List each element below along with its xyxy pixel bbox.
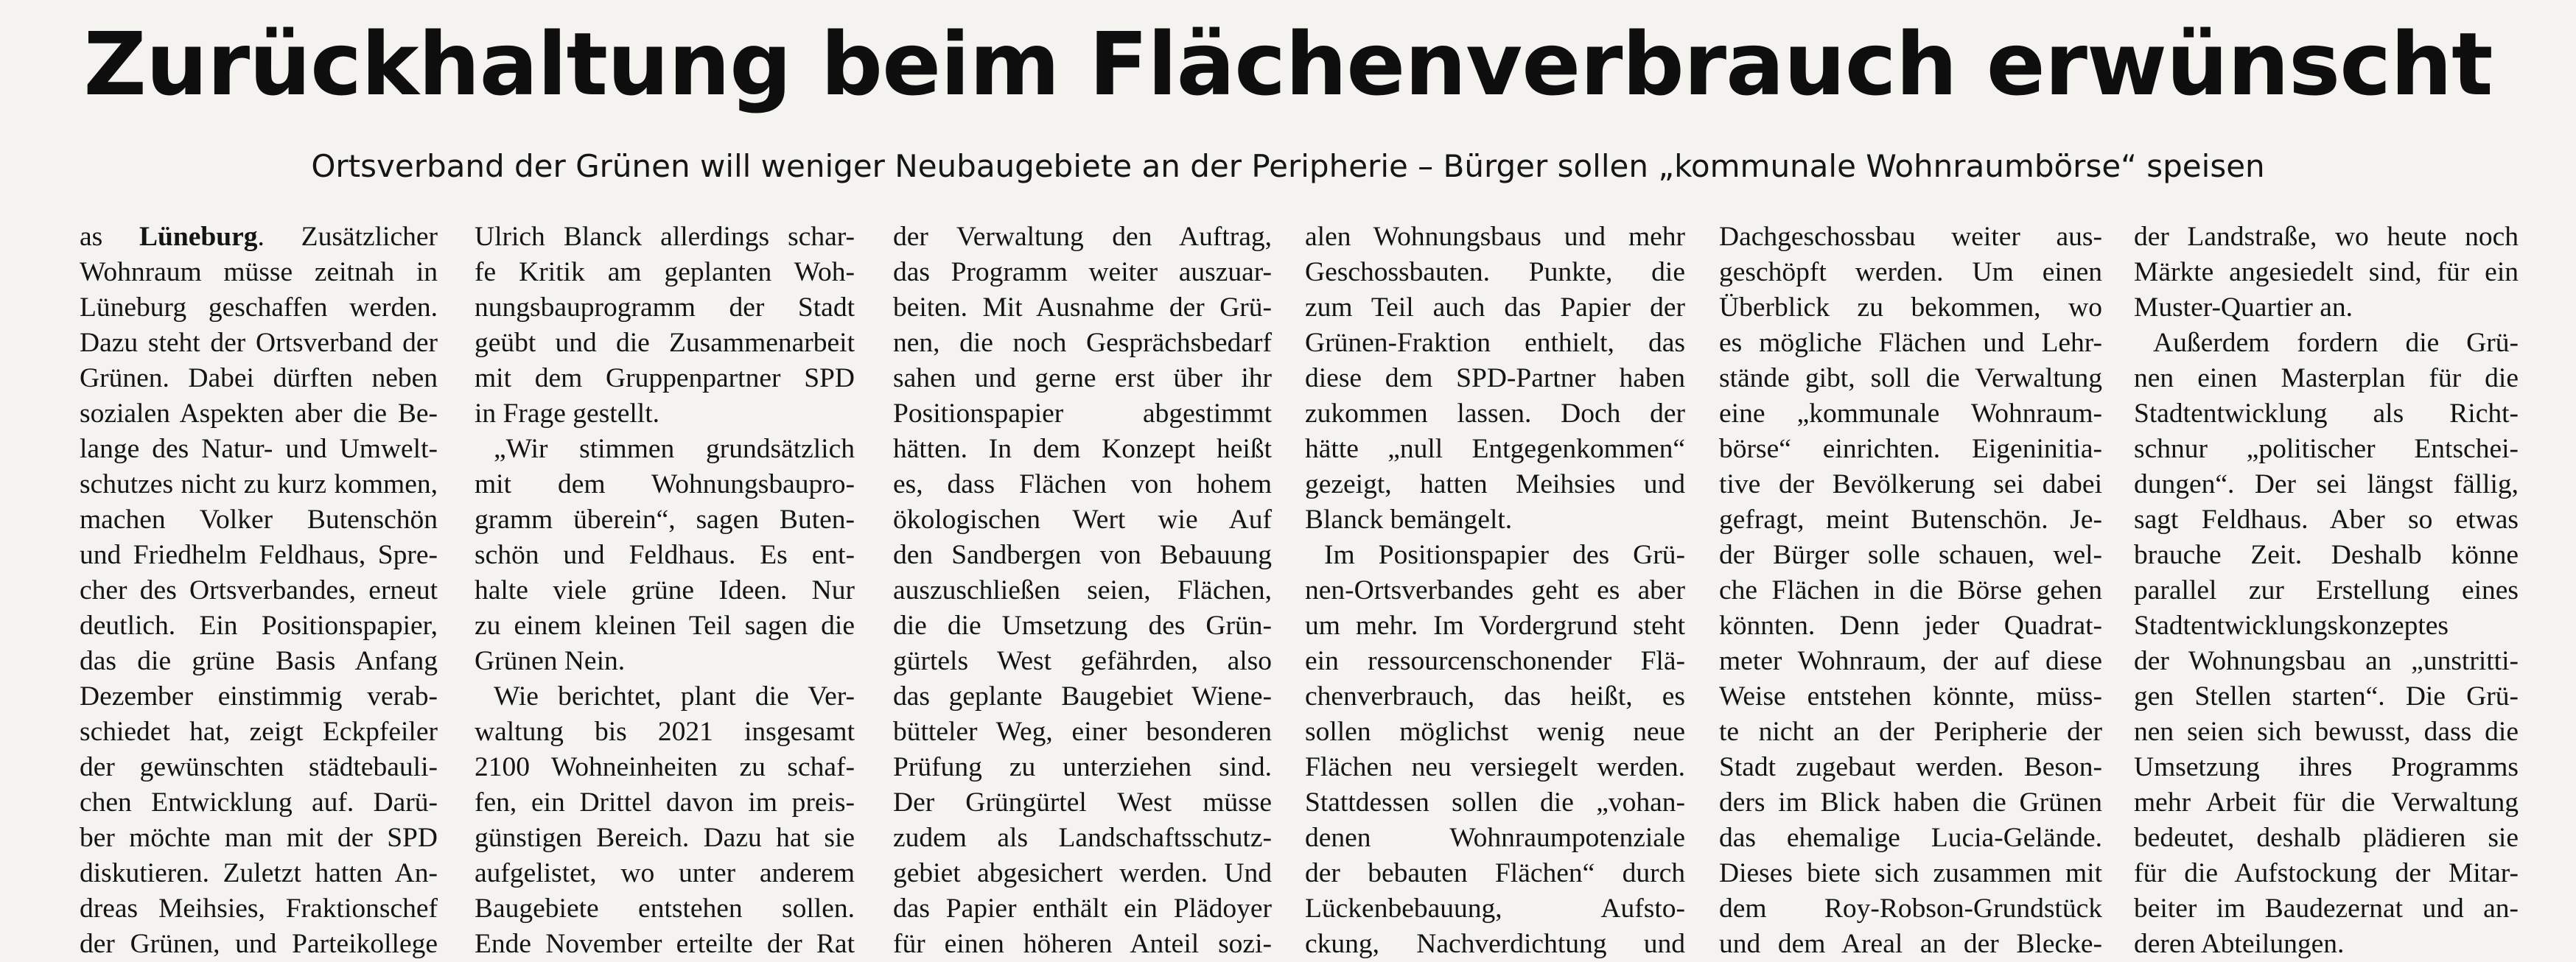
text-line: und Friedhelm Feldhaus, Spre- <box>80 540 438 570</box>
article-column-3 <box>893 220 1272 962</box>
text-line: eine „kommunale Wohnraum- <box>1719 399 2102 429</box>
text-line: deutlich. Ein Positionspapier, <box>80 611 438 641</box>
text-line: mehr Arbeit für die Verwaltung <box>2134 787 2519 818</box>
text-line: gezeigt, hatten Meihsies und <box>1305 469 1685 499</box>
text-line: das die grüne Basis Anfang <box>80 646 438 676</box>
text-line: der Wohnungsbau an „unstritti- <box>2134 646 2519 676</box>
text-line: Lückenbebauung, Aufsto- <box>1305 893 1685 924</box>
text-line: waltung bis 2021 insgesamt <box>475 717 855 747</box>
text-line: as Lüneburg. Zusätzlicher <box>80 222 438 252</box>
text-line: der Landstraße, wo heute noch <box>2134 222 2519 252</box>
text-line: Wohnraum müsse zeitnah in <box>80 257 438 287</box>
text-line: 2100 Wohneinheiten zu schaf- <box>475 752 855 782</box>
text-line: Überblick zu bekommen, wo <box>1719 292 2102 323</box>
article-column-1 <box>80 220 438 962</box>
text-line: Dachgeschossbau weiter aus- <box>1719 222 2102 252</box>
text-line: „Wir stimmen grundsätzlich <box>494 434 855 464</box>
text-line: chenverbrauch, das heißt, es <box>1305 681 1685 712</box>
text-line: dungen“. Der sei längst fällig, <box>2134 469 2519 499</box>
text-line: schön und Feldhaus. Es ent- <box>475 540 855 570</box>
text-line: sagt Feldhaus. Aber so etwas <box>2134 505 2519 535</box>
text-line: Ende November erteilte der Rat <box>475 929 855 959</box>
text-line: zu einem kleinen Teil sagen die <box>475 611 855 641</box>
text-line: Stadt zugebaut werden. Beson- <box>1719 752 2102 782</box>
text-line: nen seien sich bewusst, dass die <box>2134 717 2519 747</box>
text-line: Positionspapier abgestimmt <box>893 399 1272 429</box>
dateline-location: Lüneburg <box>139 222 258 252</box>
text-line: Flächen neu versiegelt werden. <box>1305 752 1685 782</box>
text-line: gramm überein“, sagen Buten- <box>475 505 855 535</box>
text-line: aufgelistet, wo unter anderem <box>475 858 855 888</box>
text-line: die die Umsetzung des Grün- <box>893 611 1272 641</box>
text-line: gefragt, meint Butenschön. Je- <box>1719 505 2102 535</box>
text-line: sollen möglichst wenig neue <box>1305 717 1685 747</box>
text-line: Lüneburg geschaffen werden. <box>80 292 438 323</box>
text-line: geschöpft werden. Um einen <box>1719 257 2102 287</box>
text-line: Stadtentwicklungskonzeptes <box>2134 611 2449 641</box>
text-line: cher des Ortsverbandes, erneut <box>80 575 438 605</box>
text-line: es, dass Flächen von hohem <box>893 469 1272 499</box>
text-line: der Verwaltung den Auftrag, <box>893 222 1272 252</box>
text-line: Umsetzung ihres Programms <box>2134 752 2519 782</box>
article-body <box>0 220 2576 959</box>
text-line: halte viele grüne Ideen. Nur <box>475 575 855 605</box>
text-line: nen-Ortsverbandes geht es aber <box>1305 575 1685 605</box>
text-line: dem Roy-Robson-Grundstück <box>1719 893 2102 924</box>
text-line: ökologischen Wert wie Auf <box>893 505 1272 535</box>
text-line: zudem als Landschaftsschutz- <box>893 823 1272 853</box>
text-line: Stadtentwicklung als Richt- <box>2134 399 2519 429</box>
text-line: den Sandbergen von Bebauung <box>893 540 1272 570</box>
text-line: könnten. Denn jeder Quadrat- <box>1719 611 2102 641</box>
text-line: Grünen Nein. <box>475 646 626 676</box>
text-line: brauche Zeit. Deshalb könne <box>2134 540 2519 570</box>
text-line: hätten. In dem Konzept heißt <box>893 434 1272 464</box>
text-line: mit dem Wohnungsbaupro- <box>475 469 855 499</box>
text-line: und dem Areal an der Blecke- <box>1719 929 2102 959</box>
text-line: nungsbauprogramm der Stadt <box>475 292 855 323</box>
text-line: fe Kritik am geplanten Woh- <box>475 257 855 287</box>
text-line: Prüfung zu unterziehen sind. <box>893 752 1272 782</box>
text-line: Außerdem fordern die Grü- <box>2153 328 2519 358</box>
text-line: börse“ einrichten. Eigeninitia- <box>1719 434 2102 464</box>
text-line: das Papier enthält ein Plädoyer <box>893 893 1272 924</box>
text-line: Weise entstehen könnte, müss- <box>1719 681 2102 712</box>
text-line: gürtels West gefährden, also <box>893 646 1272 676</box>
text-line: Geschossbauten. Punkte, die <box>1305 257 1685 287</box>
text-line: bedeutet, deshalb plädieren sie <box>2134 823 2519 853</box>
text-line: hätte „null Entgegenkommen“ <box>1305 434 1685 464</box>
text-line: Märkte angesiedelt sind, für ein <box>2134 257 2519 287</box>
text-line: Stattdessen sollen die „vohan- <box>1305 787 1685 818</box>
text-line: in Frage gestellt. <box>475 399 659 429</box>
text-line: beiten. Mit Ausnahme der Grü- <box>893 292 1272 323</box>
text-line: parallel zur Erstellung eines <box>2134 575 2519 605</box>
text-line: zukommen lassen. Doch der <box>1305 399 1685 429</box>
text-line: bütteler Weg, einer besonderen <box>893 717 1272 747</box>
text-line: günstigen Bereich. Dazu hat sie <box>475 823 855 853</box>
text-line: auszuschließen seien, Flächen, <box>893 575 1272 605</box>
text-line: che Flächen in die Börse gehen <box>1719 575 2102 605</box>
text-line: gen Stellen starten“. Die Grü- <box>2134 681 2519 712</box>
text-line: denen Wohnraumpotenziale <box>1305 823 1685 853</box>
text-line: Im Positionspapier des Grü- <box>1324 540 1685 570</box>
text-line: lange des Natur- und Umwelt- <box>80 434 438 464</box>
text-line: schutzes nicht zu kurz kommen, <box>80 469 438 499</box>
text-line: meter Wohnraum, der auf diese <box>1719 646 2102 676</box>
text-line: te nicht an der Peripherie der <box>1719 717 2102 747</box>
text-line: machen Volker Butenschön <box>80 505 438 535</box>
text-line: ckung, Nachverdichtung und <box>1305 929 1685 959</box>
text-line: diskutieren. Zuletzt hatten An- <box>80 858 438 888</box>
text-line: Wie berichtet, plant die Ver- <box>494 681 855 712</box>
text-line: das Programm weiter auszuar- <box>893 257 1272 287</box>
text-line: Ulrich Blanck allerdings schar- <box>475 222 855 252</box>
text-line: um mehr. Im Vordergrund steht <box>1305 611 1685 641</box>
text-line: für die Aufstockung der Mitar- <box>2134 858 2519 888</box>
text-line: stände gibt, soll die Verwaltung <box>1719 363 2102 393</box>
text-line: sozialen Aspekten aber die Be- <box>80 399 438 429</box>
text-line: der bebauten Flächen“ durch <box>1305 858 1685 888</box>
text-line: geübt und die Zusammenarbeit <box>475 328 855 358</box>
text-line: schiedet hat, zeigt Eckpfeiler <box>80 717 438 747</box>
text-line: Dezember einstimmig verab- <box>80 681 438 712</box>
text-line: gebiet abgesichert werden. Und <box>893 858 1272 888</box>
text-line: beiter im Baudezernat und an- <box>2134 893 2519 924</box>
text-line: Grünen. Dabei dürften neben <box>80 363 438 393</box>
text-line: Grünen-Fraktion enthielt, das <box>1305 328 1685 358</box>
text-line: deren Abteilungen. <box>2134 929 2345 959</box>
text-line: tive der Bevölkerung sei dabei <box>1719 469 2102 499</box>
text-line: dreas Meihsies, Fraktionschef <box>80 893 438 924</box>
article-column-6 <box>2134 220 2519 962</box>
text-line: chen Entwicklung auf. Darü- <box>80 787 438 818</box>
text-line: nen einen Masterplan für die <box>2134 363 2519 393</box>
article-column-5 <box>1719 220 2102 962</box>
article-column-4 <box>1305 220 1685 962</box>
text-line: ber möchte man mit der SPD <box>80 823 438 853</box>
text-line: zum Teil auch das Papier der <box>1305 292 1685 323</box>
article-subheadline: Ortsverband der Grünen will weniger Neubaugebiete an der Peripherie – Bürger sollen „kommunale Wohnraumbörse“ speisen <box>311 148 2265 184</box>
text-line: Dieses biete sich zusammen mit <box>1719 858 2102 888</box>
text-line: der gewünschten städtebauli- <box>80 752 438 782</box>
text-line: es mögliche Flächen und Lehr- <box>1719 328 2102 358</box>
text-line: nen, die noch Gesprächsbedarf <box>893 328 1272 358</box>
text-line: sahen und gerne erst über ihr <box>893 363 1272 393</box>
text-line: alen Wohnungsbaus und mehr <box>1305 222 1685 252</box>
text-line: der Grünen, und Parteikollege <box>80 929 438 959</box>
text-line: Dazu steht der Ortsverband der <box>80 328 438 358</box>
text-line: Muster-Quartier an. <box>2134 292 2353 323</box>
text-line: das ehemalige Lucia-Gelände. <box>1719 823 2102 853</box>
text-line: ders im Blick haben die Grünen <box>1719 787 2102 818</box>
text-line: schnur „politischer Entschei- <box>2134 434 2519 464</box>
text-line: das geplante Baugebiet Wiene- <box>893 681 1272 712</box>
text-line: der Bürger solle schauen, wel- <box>1719 540 2102 570</box>
text-line: fen, ein Drittel davon im preis- <box>475 787 855 818</box>
text-line: diese dem SPD-Partner haben <box>1305 363 1685 393</box>
text-line: Blanck bemängelt. <box>1305 505 1513 535</box>
text-line: Der Grüngürtel West müsse <box>893 787 1272 818</box>
text-line: mit dem Gruppenpartner SPD <box>475 363 855 393</box>
article-column-2 <box>475 220 855 962</box>
text-line: für einen höheren Anteil sozi- <box>893 929 1272 959</box>
text-line: ein ressourcenschonender Flä- <box>1305 646 1685 676</box>
article-headline: Zurückhaltung beim Flächenverbrauch erwünscht <box>83 13 2493 115</box>
text-line: Baugebiete entstehen sollen. <box>475 893 855 924</box>
